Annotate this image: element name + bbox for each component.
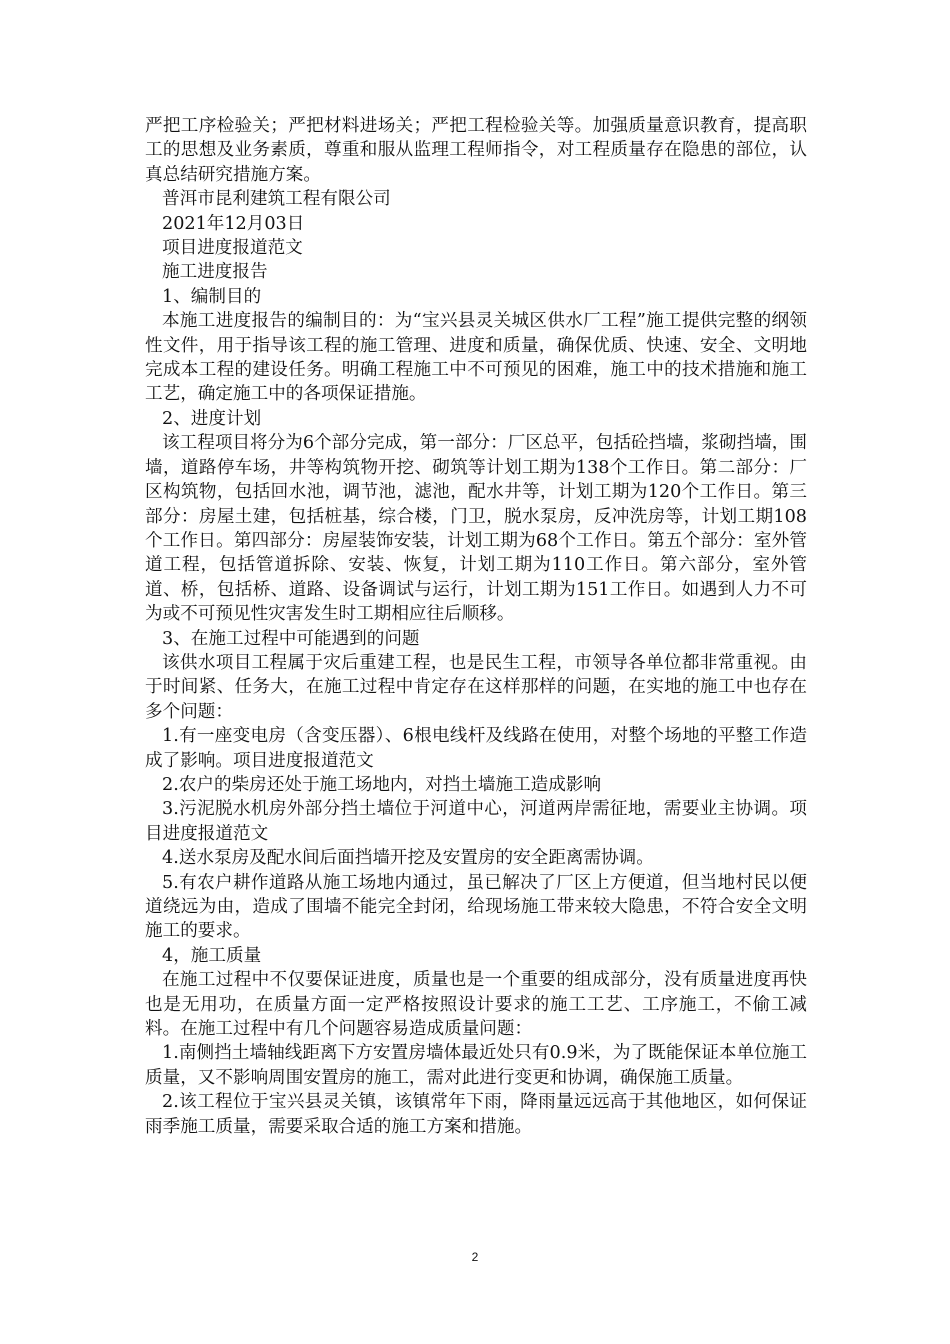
document-body [145,114,807,1139]
paragraph: 2、进度计划 [162,408,262,429]
paragraph: 普洱市昆利建筑工程有限公司 [162,189,391,210]
paragraph: 该供水项目工程属于灾后重建工程，也是民生工程，市领导各单位都非常重视。由于时间紧、任务大，在施工过程中肯定存在这样那样的问题，在实地的施工中也存在多个问题： [145,652,807,722]
paragraph: 严把工序检验关；严把材料进场关；严把工程检验关等。加强质量意识教育，提高职工的思想及业务素质，尊重和服从监理工程师指令，对工程质量存在隐患的部位，认真总结研究措施方案。 [145,116,807,185]
paragraph: 5.有农户耕作道路从施工场地内通过，虽已解决了厂区上方便道，但当地村民以便道绕远为由，造成了围墙不能完全封闭，给现场施工带来较大隐患，不符合安全文明施工的要求。 [145,872,807,942]
paragraph: 3.污泥脱水机房外部分挡土墙位于河道中心，河道两岸需征地，需要业主协调。项目进度报道范文 [145,799,807,844]
paragraph: 3、在施工过程中可能遇到的问题 [162,628,420,649]
paragraph: 1.有一座变电房（含变压器）、6根电线杆及线路在使用，对整个场地的平整工作造成了影响。项目进度报道范文 [145,726,807,771]
paragraph: 在施工过程中不仅要保证进度，质量也是一个重要的组成部分，没有质量进度再快也是无用功，在质量方面一定严格按照设计要求的施工工艺、工序施工，不偷工减料。在施工过程中有几个问题容易造成质量问题： [145,970,807,1040]
paragraph: 施工进度报告 [162,262,268,283]
paragraph: 4，施工质量 [162,945,262,966]
paragraph: 该工程项目将分为6个部分完成，第一部分：厂区总平，包括砼挡墙，浆砌挡墙，围墙，道路停车场，井等构筑物开挖、砌筑等计划工期为138个工作日。第二部分：厂区构筑物，包括回水池，调节池，滤池，配水井等，计划工期为120个工作日。第三部分：房屋土建，包括桩基，综合楼，门卫，脱水泵房，反冲洗房等，计划工期108个工作日。第四部分：房屋装饰安装，计划工期为68个工作日。第五个部分：室外管道工程，包括管道拆除、安装、恢复，计划工期为110工作日。第六部分，室外管道、桥，包括桥、道路、设备调试与运行，计划工期为151工作日。如遇到人力不可为或不可预见性灾害发生时工期相应往后顺移。 [145,433,807,625]
paragraph: 2.农户的柴房还处于施工场地内，对挡土墙施工造成影响 [162,774,602,795]
paragraph: 2021年12月03日 [162,213,305,234]
paragraph: 4.送水泵房及配水间后面挡墙开挖及安置房的安全距离需协调。 [162,848,654,869]
paragraph: 1、编制目的 [162,286,262,307]
paragraph: 2.该工程位于宝兴县灵关镇，该镇常年下雨，降雨量远远高于其他地区，如何保证雨季施工质量，需要采取合适的施工方案和措施。 [145,1092,807,1137]
paragraph: 项目进度报道范文 [162,238,303,259]
paragraph: 本施工进度报告的编制目的：为“宝兴县灵关城区供水厂工程”施工提供完整的纲领性文件，用于指导该工程的施工管理、进度和质量，确保优质、快速、安全、文明地完成本工程的建设任务。明确工程施工中不可预见的困难，施工中的技术措施和施工工艺，确定施工中的各项保证措施。 [145,311,807,405]
paragraph: 1.南侧挡土墙轴线距离下方安置房墙体最近处只有0.9米，为了既能保证本单位施工质量，又不影响周围安置房的施工，需对此进行变更和协调，确保施工质量。 [145,1043,807,1088]
page-number: 2 [471,1250,479,1264]
